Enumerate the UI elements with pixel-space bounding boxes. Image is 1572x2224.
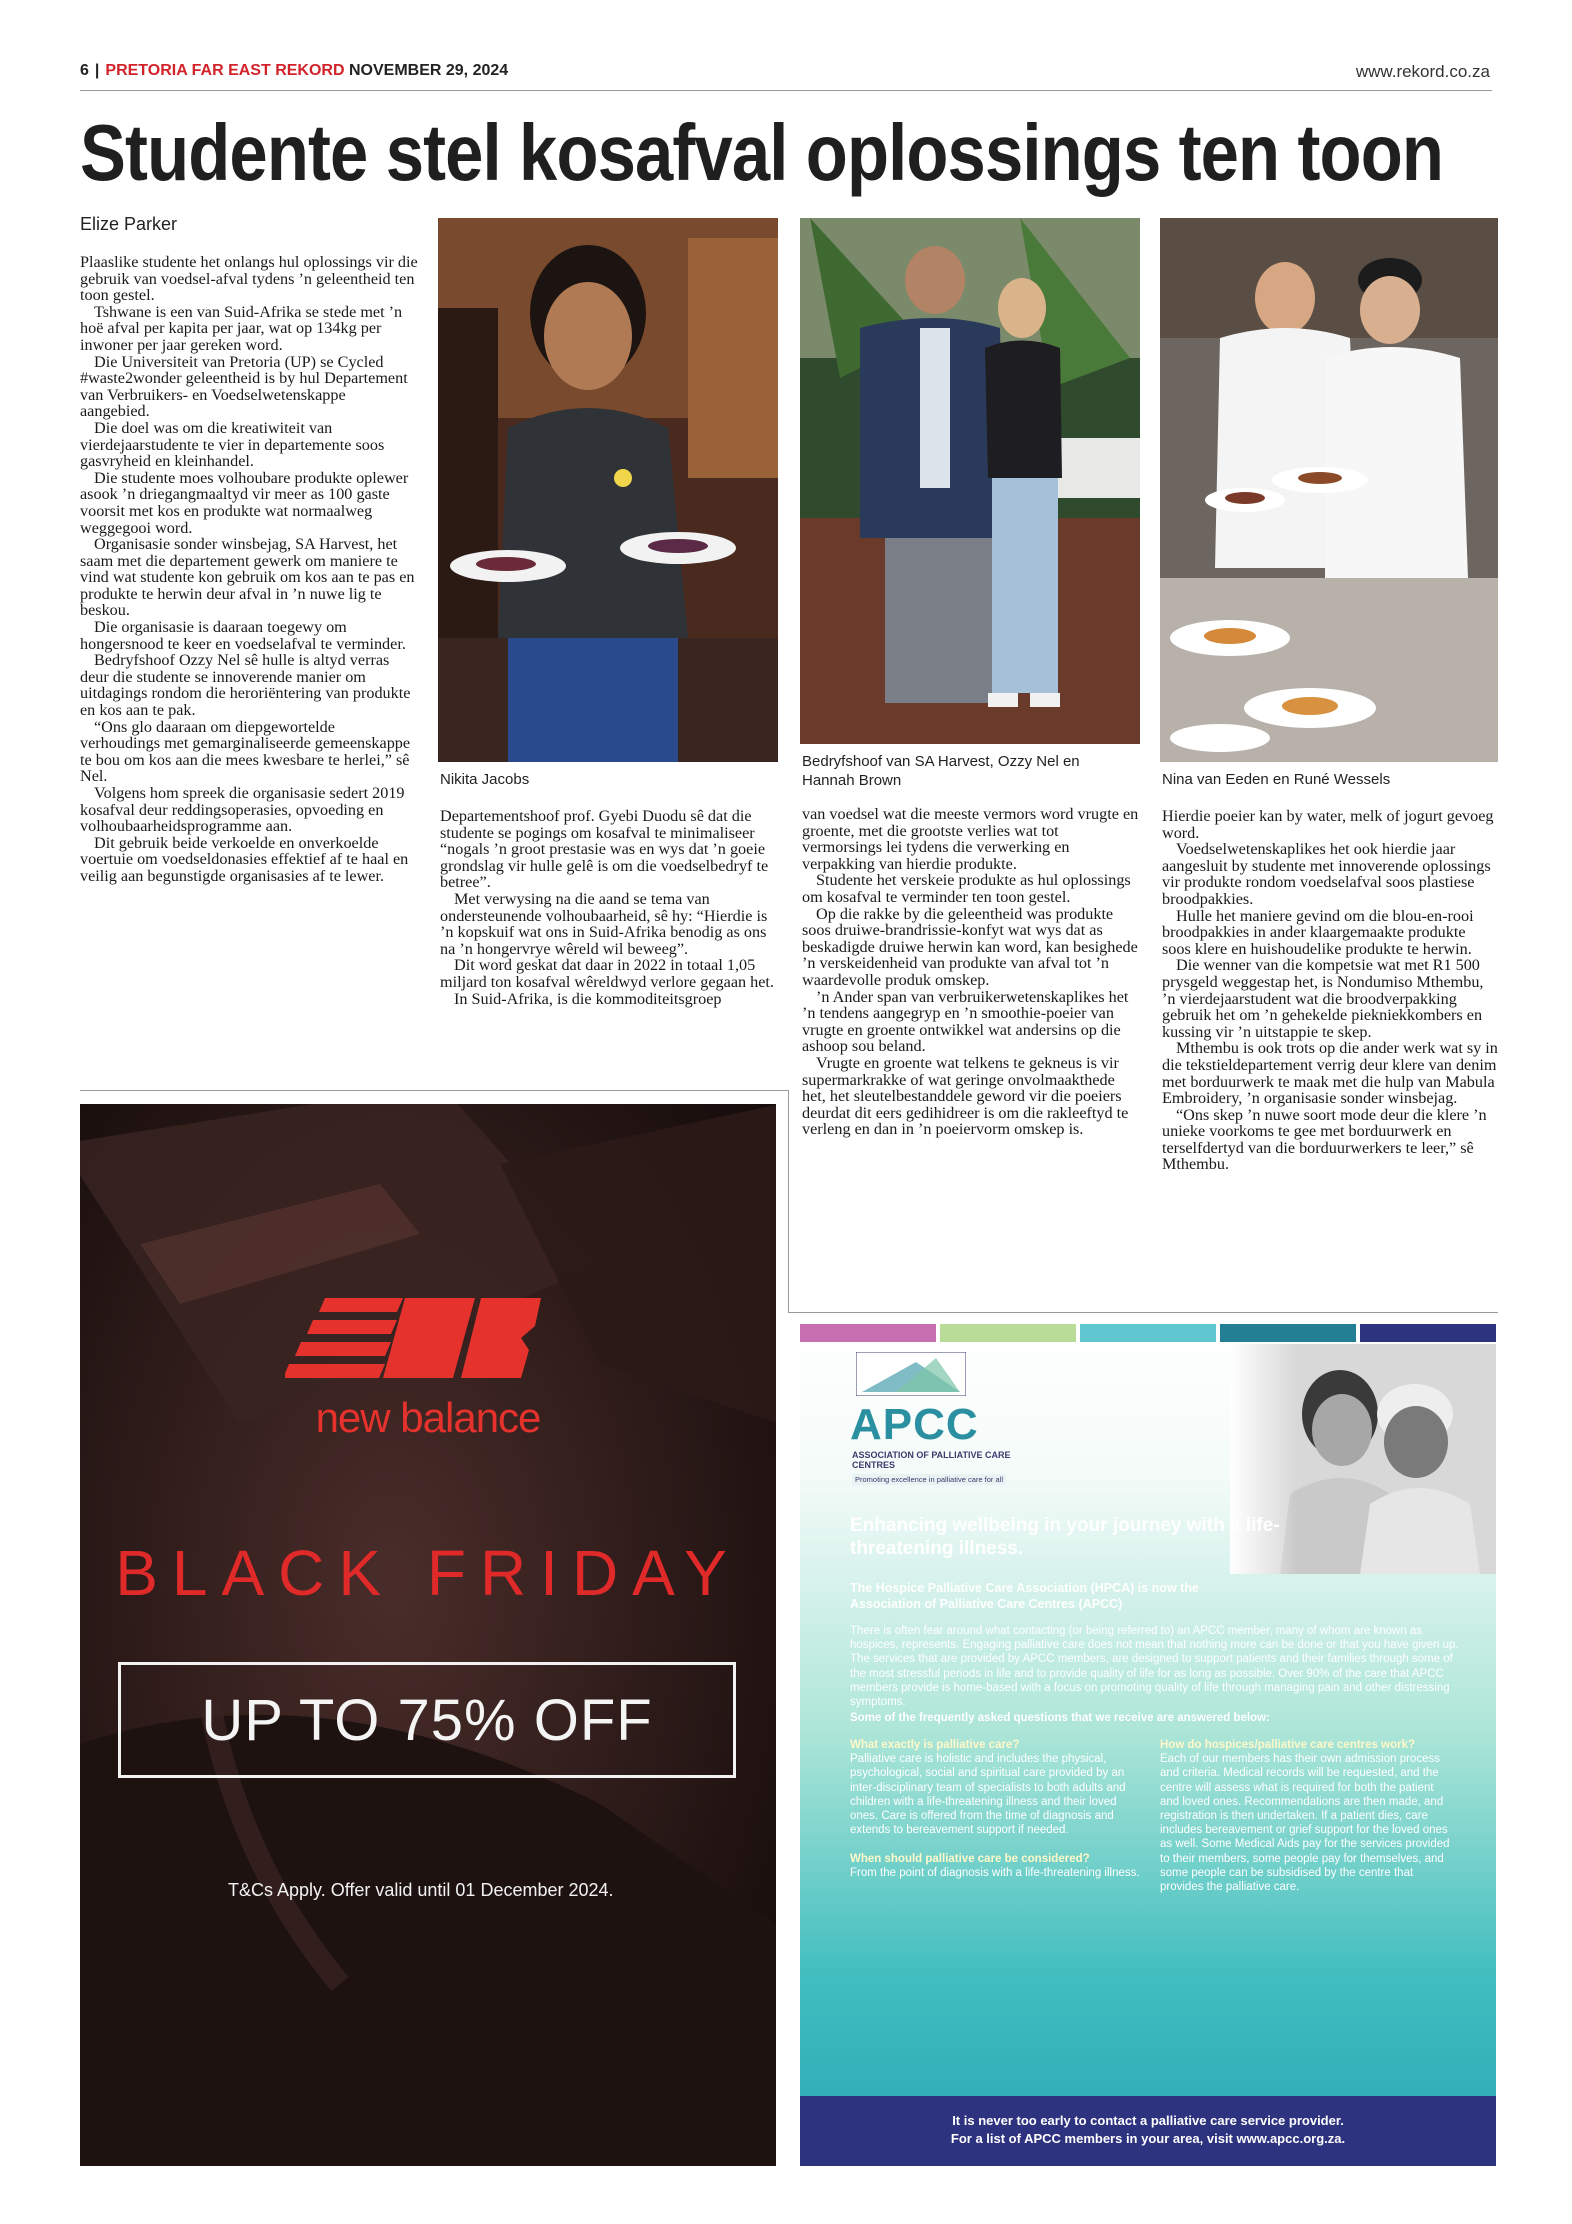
article-column-4 — [1162, 808, 1498, 1173]
apcc-tagline: Promoting excellence in palliative care for all — [852, 1474, 1006, 1485]
color-bars — [800, 1324, 1496, 1342]
paragraph: van voedsel wat die meeste vermors word vrugte en groente, met die grootste verlies wat tot vermorsings lei tydens die verwerking en verpakking van hierdie produkte. — [802, 805, 1139, 873]
paragraph: Departementshoof prof. Gyebi Duodu sê dat die studente se pogings om kosafval te minimaliseer “nogals ’n groot prestasie was en wys dat ’n goeie grondslag vir hulle gelê is om die voedselbedryf te betree”. — [440, 807, 769, 892]
faq-question: What exactly is palliative care? — [850, 1739, 1020, 1751]
paragraph: Die wenner van die kompetsie wat met R1 500 prysgeld weggestap het, is Nondumiso Mthembu, ’n vierdejaarstudent wat die broodverpakking gebruik het om ’n gehekelde piekniekkombers en kussing vir ’n uitstappie te skep. — [1162, 956, 1484, 1041]
footer-line: It is never too early to contact a palliative care service provider. — [952, 2113, 1344, 2128]
brand-name: new balance — [315, 1394, 541, 1441]
faq-question: How do hospices/palliative care centres work? — [1160, 1739, 1416, 1751]
paragraph: “Ons skep ’n nuwe soort mode deur die klere ’n unieke voorkoms te gee met borduurwerk en terselfdertyd van die borduurwerkers te leer,” sê Mthembu. — [1162, 1105, 1487, 1174]
paragraph: “Ons glo daaraan om diepgewortelde verhoudings met gemarginaliseerde gemeenskappe te bou om kos aan die mees kwesbare te herlei,” sê Nel. — [80, 717, 411, 786]
shoe-background-image — [80, 1104, 776, 2166]
article-column-2 — [440, 808, 776, 1007]
apcc-footer-text — [800, 2112, 1496, 2148]
faq-question: When should palliative care be considered? — [850, 1852, 1090, 1865]
color-bar — [1080, 1324, 1216, 1342]
photo-caption: Nikita Jacobs — [440, 771, 530, 788]
paragraph: Mthembu is ook trots op die ander werk wat sy in die tekstieldepartement verrig deur klere van denim met borduurwerk te maak met die hulp van Mabula Embroidery, ’n organisasie sonder winsbejag. — [1162, 1039, 1498, 1108]
paragraph: Die Universiteit van Pretoria (UP) se Cycled #waste2wonder geleentheid is by hul Departement van Verbruikers- en Voedselwetenskappe aangebied. — [80, 352, 408, 421]
black-friday-headline: BLACK FRIDAY — [115, 1537, 741, 1609]
faq-intro: Some of the frequently asked questions that we receive are answered below: — [850, 1712, 1270, 1724]
page-folio — [80, 62, 508, 80]
apcc-logo-subtitle: ASSOCIATION OF PALLIATIVE CARE CENTRES — [852, 1450, 1011, 1470]
discount-offer-box[interactable]: UP TO 75% OFF — [118, 1662, 736, 1778]
paragraph: Organisasie sonder winsbejag, SA Harvest, het saam met die departement gewerk om maniere te vind wat studente kon gebruik om kos aan te pas en produkte te herwin deur afval in ’n nuwe lig te beskou. — [80, 535, 415, 620]
paragraph: Bedryfshoof Ozzy Nel sê hulle is altyd verras deur die studente se innoverende manier om uitdagings rondom die heroriëntering van produkte en kos aan te pak. — [80, 651, 411, 720]
paragraph: ’n Ander span van verbruikerwetenskaplikes het ’n tendens aangegryp en ’n smoothie-poeier van vrugte en groente ontwikkel wat andersins op die ashoop sou beland. — [802, 987, 1129, 1056]
color-bar — [800, 1324, 936, 1342]
folio-separator: | — [94, 62, 100, 79]
apcc-subheading: The Hospice Palliative Care Association (HPCA) is now the Association of Palliative Care Centres (APCC) — [850, 1581, 1199, 1611]
apcc-intro-text: There is often fear around what contacting (or being referred to) an APCC member, many of whom are known as hospices, represents. Engaging palliative care does not mean that nothing more can be done or that you have given up. The services that are provided by APCC members, are designed to support patients and their families through some of the most stressful periods in life and to provide quality of life for as long as possible. Over 90% of the care that APCC members provide is home-based with a focus on promoting quality of life through managing pain and other distressing symptoms. — [850, 1625, 1459, 1709]
paragraph: Tshwane is een van Suid-Afrika se stede met ’n hoë afval per kapita per jaar, wat op 134kg per inwoner per jaar gereken word. — [80, 302, 403, 354]
website-link[interactable]: www.rekord.co.za — [1355, 62, 1490, 81]
article-divider — [80, 1090, 788, 1091]
paragraph: Plaaslike studente het onlangs hul oplossings vir die gebruik van voedsel-afval tydens ’n geleentheid ten toon gestel. — [80, 253, 418, 305]
apcc-headline: Enhancing wellbeing in your journey with a life-threatening illness. — [850, 1515, 1280, 1559]
paragraph: Met verwysing na die aand se tema van ondersteunende volhoubaarheid, sê hy: “Hierdie is ’n kopskuif wat ons in Suid-Afrika benodig as ons na ’n hongervrye wêreld wil beweeg”. — [440, 889, 768, 958]
article-column-3 — [802, 806, 1140, 1138]
photo-nina-van-eeden-rune-wessels — [1160, 218, 1498, 762]
faq-answer: Each of our members has their own admission process and criteria. Medical records will be requested, and the centre will assess what is required for both the patient and loved ones. Recommendations are then made, and registration is then undertaken. If a patient dies, care includes bereavement or grief support for the loved ones as well. Some Medical Aids pay for the services provided to their members, some people pay for themselves, and some people can be subsidised by the centre that provides the palliative care. — [1160, 1753, 1450, 1894]
article-headline: Studente stel kosafval oplossings ten toon — [80, 108, 1444, 197]
faq-answer: From the point of diagnosis with a life-threatening illness. — [850, 1866, 1140, 1879]
article-byline: Elize Parker — [80, 214, 178, 234]
article-column-1 — [80, 254, 418, 885]
page-number: 6 — [80, 62, 89, 79]
apcc-logo-text: APCC — [850, 1400, 979, 1449]
article-divider — [788, 1312, 1498, 1313]
paragraph: Die organisasie is daaraan toegewy om hongersnood te keer en voedselafval te verminder. — [80, 618, 406, 653]
paragraph: Vrugte en groente wat telkens te gekneus is vir supermarkrakke of wat geringe onvolmaakthede het, het sleutelbestanddele geword vir die poeiers deurdat dit eers gedihidreer is om die rakleeftyd te verleng en dan in ’n poeiervorm omskep is. — [802, 1053, 1129, 1139]
article-divider — [788, 1090, 789, 1312]
color-bar — [1220, 1324, 1356, 1342]
footer-line[interactable]: For a list of APCC members in your area, visit www.apcc.org.za. — [950, 2131, 1346, 2146]
paragraph: Volgens hom spreek die organisasie sedert 2019 kosafval deur reddingsoperasies, opvoeding en volhoubaarheidsprogramme aan. — [80, 784, 405, 836]
photo-caption: Bedryfshoof van SA Harvest, Ozzy Nel en Hannah Brown — [802, 753, 1080, 789]
header-rule — [80, 90, 1492, 91]
paragraph: Die studente moes volhoubare produkte oplewer asook ’n driegangmaaltyd vir meer as 100 gaste voorsit met kos en produkte wat normaalweg weggegooi word. — [80, 468, 409, 537]
new-balance-ad[interactable] — [80, 1104, 776, 2166]
faq-column-1 — [850, 1738, 1140, 1880]
faq-column-2 — [1160, 1738, 1450, 1894]
paragraph: Dit gebruik beide verkoelde en onverkoelde voertuie om voedseldonasies effektief af te haal en veilig aan begunstigde organisasies af te lewer. — [80, 833, 409, 885]
color-bar — [940, 1324, 1076, 1342]
paragraph: Die doel was om die kreatiwiteit van vierdejaarstudente te vier in departemente soos gasvryheid en kleinhandel. — [80, 418, 385, 471]
publication-name: PRETORIA FAR EAST REKORD — [105, 62, 345, 79]
new-balance-logo-icon — [285, 1286, 545, 1406]
paragraph: Studente het verskeie produkte as hul oplossings om kosafval te verminder ten toon gestel. — [802, 871, 1131, 906]
photo-nikita-jacobs — [438, 218, 778, 762]
photo-ozzy-nel-hannah-brown — [800, 218, 1140, 744]
paragraph: Op die rakke by die geleentheid was produkte soos druiwe-brandrissie-konfyt wat wys dat as beskadigde druiwe herwin kan word, kan besighede ’n verskeidenheid van produkte van afval tot ’n waardevolle produk omskep. — [802, 904, 1138, 989]
paragraph: Dit word geskat dat daar in 2022 in totaal 1,05 miljard ton kosafval wêreldwyd verlore gegaan het. — [440, 956, 774, 991]
apcc-logo-icon — [856, 1352, 966, 1396]
issue-date: NOVEMBER 29, 2024 — [348, 62, 509, 79]
paragraph: In Suid-Afrika, is die kommoditeitsgroep — [454, 989, 722, 1008]
terms-text: T&Cs Apply. Offer valid until 01 December 2024. — [228, 1880, 614, 1900]
faq-answer: Palliative care is holistic and includes the physical, psychological, social and spiritual care provided by an inter-disciplinary team of specialists to both adults and children with a life-threatening illness and their loved ones. Care is offered from the time of diagnosis and extends to bereavement support if needed. — [850, 1753, 1126, 1837]
paragraph: Hierdie poeier kan by water, melk of jogurt gevoeg word. — [1162, 807, 1494, 842]
paragraph: Voedselwetenskaplikes het ook hierdie jaar aangesluit by studente met innoverende oplossings vir produkte rondom voedselafval soos plastiese broodpakkies. — [1162, 840, 1491, 908]
apcc-ad[interactable] — [800, 1324, 1496, 2166]
photo-caption: Nina van Eeden en Runé Wessels — [1162, 771, 1391, 788]
paragraph: Hulle het maniere gevind om die blou-en-rooi broodpakkies in ander klaargemaakte produkte soos klere en huishoudelike produkte te herwin. — [1162, 906, 1474, 958]
color-bar — [1360, 1324, 1496, 1342]
